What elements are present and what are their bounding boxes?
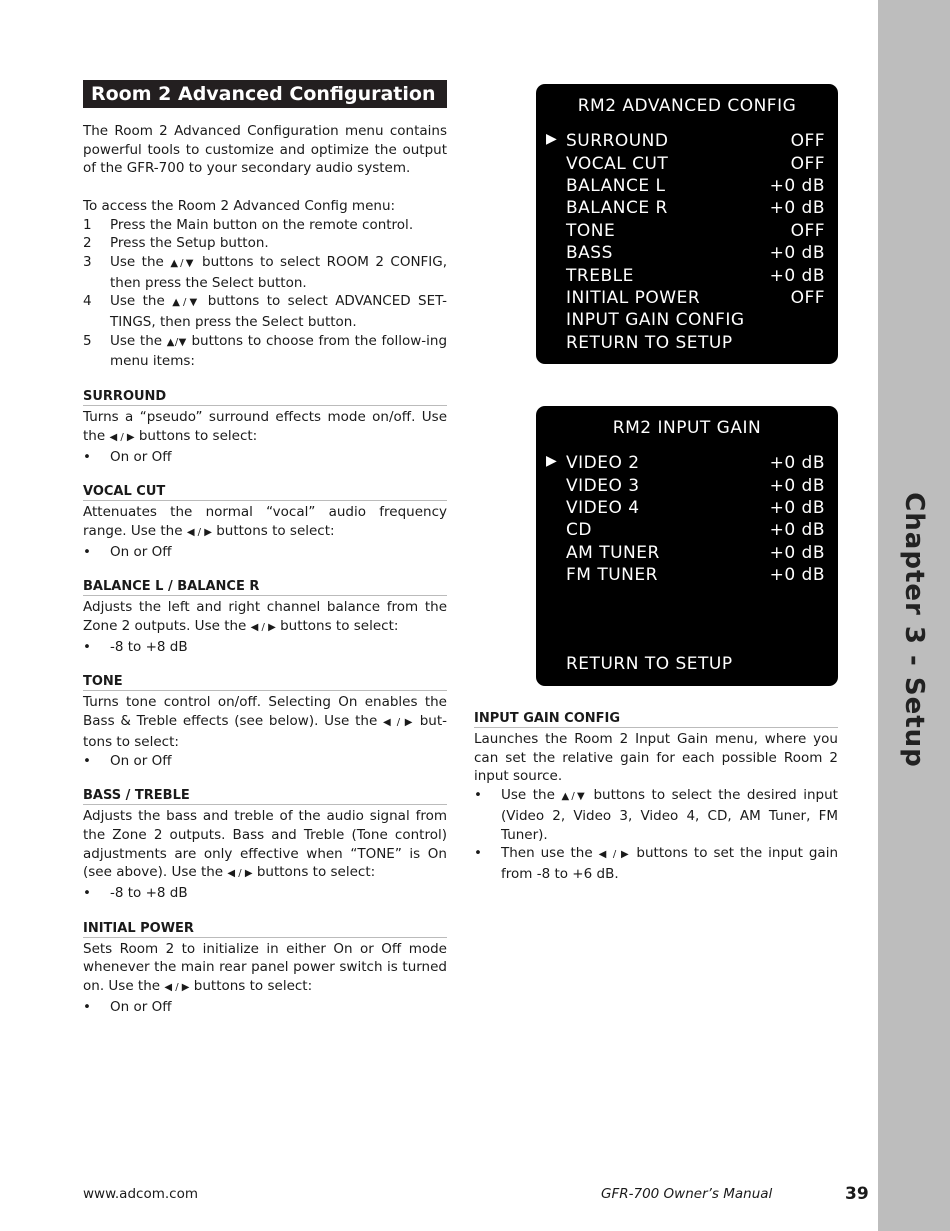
vocal-cut-heading: VOCAL CUT [83,484,447,501]
vocal-cut-description: Attenuates the normal “vocal” audio frequency range. Use the ◀ / ▶ buttons to select: [83,504,447,539]
balance-heading: BALANCE L / BALANCE R [83,579,447,596]
surround-description: Turns a “pseudo” surround effects mode on/off. Use the ◀ / ▶ buttons to select: [83,409,447,444]
osd-row: BALANCE L +0 dB [566,175,825,196]
osd-advanced-config [536,84,838,364]
osd-row: BALANCE R +0 dB [566,198,825,219]
step-item [83,216,447,235]
bullet-text: Use the ▲/▼ buttons to select the desired input (Video 2, Video 3, Video 4, CD, AM Tuner, FM Tuner). [501,787,838,843]
left-right-arrows-icon: ◀ / ▶ [227,868,253,880]
bass-treble-options: • -8 to +8 dB [83,884,447,903]
balance-options: • -8 to +8 dB [83,638,447,657]
osd-row: VOCAL CUT OFF [566,153,825,174]
step-text: Press the Setup button. [110,235,269,252]
osd-row: INITIAL POWER OFF [566,287,825,308]
bass-treble-description: Adjusts the bass and treble of the audio signal from the Zone 2 outputs. Bass and Treble (Tone control) adjustments are only effective when “TONE” is On (see above). Use the ◀ / ▶ buttons to select: [83,808,447,881]
left-right-arrows-icon: ◀ / ▶ [598,849,631,861]
osd-row: TONE OFF [566,220,825,241]
tone-options: • On or Off [83,752,447,771]
up-down-arrows-icon: ▲/▼ [172,297,201,309]
osd-row: CD +0 dB [566,520,825,541]
surround-options: • On or Off [83,448,447,467]
osd-row-return: RETURN TO SETUP [566,654,733,675]
up-down-arrows-icon: ▲/▼ [561,791,587,803]
access-intro: To access the Room 2 Advanced Config menu: [83,197,396,214]
step-number: 2 [83,235,92,252]
osd-row: VIDEO 4 +0 dB [566,497,825,518]
chapter-label: Chapter 3 - Setup [899,492,929,768]
step-text: Press the Main button on the remote control. [110,216,414,233]
page-number: 39 [845,1184,869,1204]
steps-list [83,216,447,372]
osd-row: VIDEO 3 +0 dB [566,475,825,496]
initial-power-description: Sets Room 2 to initialize in either On or Off mode whenever the main rear panel power switch is turned on. Use the ◀ / ▶ buttons to select: [83,940,447,995]
bullet-text: On or Off [110,543,172,560]
right-column [474,711,838,884]
up-down-arrows-icon: ▲/▼ [166,336,187,348]
osd-title: RM2 ADVANCED CONFIG [577,96,797,116]
osd-title: RM2 INPUT GAIN [612,418,762,438]
step-text: Use the ▲/▼ buttons to select ROOM 2 CONFIG, then press the Select button. [110,253,448,291]
bullet-text: On or Off [110,752,172,769]
chapter-tab [878,492,950,768]
intro-paragraph: The Room 2 Advanced Configuration menu contains powerful tools to customize and optimize the output of the GFR-700 to your secondary audio system. [83,123,447,177]
osd-row: AM TUNER +0 dB [566,542,825,563]
step-number: 5 [83,332,92,349]
step-text: Use the ▲/▼ buttons to choose from the follow-ing menu items: [110,332,448,370]
osd-row: INPUT GAIN CONFIG [566,310,745,331]
left-right-arrows-icon: ◀ / ▶ [186,526,212,538]
osd-row: SURROUND OFF [566,131,825,152]
tone-description: Turns tone control on/off. Selecting On enables the Bass & Treble effects (see below). Use the ◀ / ▶ but-tons to select: [83,694,447,750]
osd-row: BASS +0 dB [566,243,825,264]
left-right-arrows-icon: ◀ / ▶ [250,622,276,634]
bullet-text: On or Off [110,448,172,465]
initial-power-heading: INITIAL POWER [83,921,447,938]
left-right-arrows-icon: ◀ / ▶ [164,982,190,994]
bullet-text: On or Off [110,998,172,1015]
bass-treble-heading: BASS / TREBLE [83,788,447,805]
step-number: 3 [83,253,92,270]
bullet-text: -8 to +8 dB [110,885,188,902]
osd-row: VIDEO 2 +0 dB [566,453,825,474]
step-item [83,292,447,331]
footer-url: www.adcom.com [83,1186,198,1202]
input-gain-config-description: Launches the Room 2 Input Gain menu, where you can set the relative gain for each possible Room 2 input source. [474,731,838,785]
osd-input-gain [536,406,838,686]
up-down-arrows-icon: ▲/▼ [170,257,196,269]
footer-manual-title: GFR-700 Owner’s Manual [601,1186,773,1202]
cursor-arrow-icon: ▶ [546,131,557,147]
section-title: Room 2 Advanced Configuration [83,80,447,108]
left-column [83,80,447,1017]
osd-row: RETURN TO SETUP [566,332,733,353]
cursor-arrow-icon: ▶ [546,453,557,469]
step-text: Use the ▲/▼ buttons to select ADVANCED SET-TINGS, then press the Select button. [110,293,448,331]
osd-row: FM TUNER +0 dB [566,565,825,586]
vocal-cut-options: • On or Off [83,543,447,562]
left-right-arrows-icon: ◀ / ▶ [383,717,414,729]
osd-row: TREBLE +0 dB [566,265,825,286]
input-gain-config-heading: INPUT GAIN CONFIG [474,711,838,728]
step-number: 4 [83,293,92,310]
left-right-arrows-icon: ◀ / ▶ [109,431,135,443]
initial-power-options: • On or Off [83,998,447,1017]
step-item [83,332,447,371]
step-number: 1 [83,216,92,233]
balance-description: Adjusts the left and right channel balance from the Zone 2 outputs. Use the ◀ / ▶ buttons to select: [83,599,447,635]
step-item [83,253,447,292]
tone-heading: TONE [83,674,447,691]
input-gain-config-bullets: • Use the ▲/▼ buttons to select the desired input (Video 2, Video 3, Video 4, CD, AM Tuner, FM Tuner). • Then use the ◀ / ▶ buttons to set the input gain from -8 to +6 dB. [474,787,839,882]
bullet-text: Then use the ◀ / ▶ buttons to set the input gain from -8 to +6 dB. [501,845,839,882]
surround-heading: SURROUND [83,389,447,406]
step-item [83,234,447,253]
bullet-text: -8 to +8 dB [110,638,188,655]
